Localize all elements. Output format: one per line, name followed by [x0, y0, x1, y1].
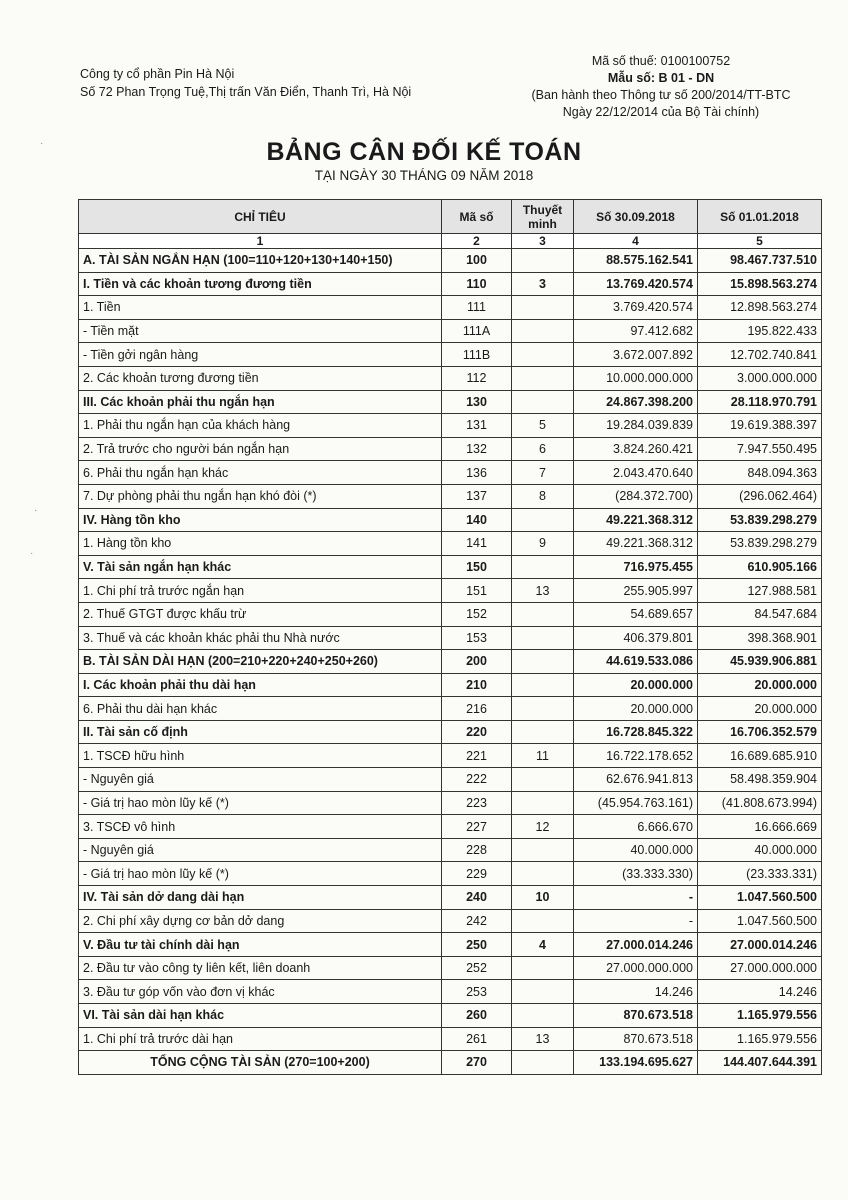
row-note: 5: [512, 414, 574, 438]
table-row: [79, 673, 822, 697]
row-value-opening: 127.988.581: [698, 579, 822, 603]
form-code: Mẫu số: B 01 - DN: [607, 71, 715, 85]
col-header-opening: Số 01.01.2018: [698, 200, 822, 234]
row-value-opening: 19.619.388.397: [698, 414, 822, 438]
row-note: 6: [512, 437, 574, 461]
row-label: II. Tài sản cố định: [79, 720, 442, 744]
row-note: 10: [512, 886, 574, 910]
table-row: [79, 555, 822, 579]
table-row: [79, 390, 822, 414]
table-row: [79, 484, 822, 508]
row-code: 110: [442, 272, 512, 296]
row-value-current: 19.284.039.839: [574, 414, 698, 438]
row-value-current: 20.000.000: [574, 673, 698, 697]
row-value-current: 6.666.670: [574, 815, 698, 839]
row-note: 13: [512, 1027, 574, 1051]
row-value-current: 3.769.420.574: [574, 296, 698, 320]
table-row: [79, 602, 822, 626]
row-value-current: 13.769.420.574: [574, 272, 698, 296]
row-label: 1. Tiền: [79, 296, 442, 320]
row-label: 3. TSCĐ vô hình: [79, 815, 442, 839]
row-label: 6. Phải thu dài hạn khác: [79, 697, 442, 721]
row-label: - Tiền gởi ngân hàng: [79, 343, 442, 367]
row-note: [512, 296, 574, 320]
form-note-2: Ngày 22/12/2014 của Bộ Tài chính): [562, 105, 760, 119]
table-row: [79, 626, 822, 650]
row-value-current: 49.221.368.312: [574, 508, 698, 532]
row-note: [512, 390, 574, 414]
table-row: [79, 579, 822, 603]
row-note: [512, 909, 574, 933]
row-note: 8: [512, 484, 574, 508]
row-label: 7. Dự phòng phải thu ngắn hạn khó đòi (*): [79, 484, 442, 508]
row-value-opening: 7.947.550.495: [698, 437, 822, 461]
row-value-opening: 53.839.298.279: [698, 532, 822, 556]
row-label: I. Tiền và các khoản tương đương tiền: [79, 272, 442, 296]
row-value-current: 10.000.000.000: [574, 366, 698, 390]
row-note: [512, 1051, 574, 1075]
row-value-current: 54.689.657: [574, 602, 698, 626]
row-code: 220: [442, 720, 512, 744]
row-value-current: 2.043.470.640: [574, 461, 698, 485]
row-label: 2. Chi phí xây dựng cơ bản dở dang: [79, 909, 442, 933]
row-label: 6. Phải thu ngắn hạn khác: [79, 461, 442, 485]
row-value-current: 14.246: [574, 980, 698, 1004]
row-value-current: (284.372.700): [574, 484, 698, 508]
col-number: 4: [574, 234, 698, 249]
table-row: [79, 414, 822, 438]
col-header-current: Số 30.09.2018: [574, 200, 698, 234]
page-title: BẢNG CÂN ĐỐI KẾ TOÁN: [266, 138, 582, 166]
row-value-current: 24.867.398.200: [574, 390, 698, 414]
row-code: 252: [442, 956, 512, 980]
row-value-opening: 1.047.560.500: [698, 909, 822, 933]
row-label: I. Các khoản phải thu dài hạn: [79, 673, 442, 697]
row-value-opening: 848.094.363: [698, 461, 822, 485]
row-value-opening: 28.118.970.791: [698, 390, 822, 414]
row-label: 2. Các khoản tương đương tiền: [79, 366, 442, 390]
row-note: [512, 249, 574, 273]
row-value-current: 133.194.695.627: [574, 1051, 698, 1075]
row-value-current: 16.728.845.322: [574, 720, 698, 744]
row-value-opening: 1.165.979.556: [698, 1004, 822, 1028]
company-name: Công ty cổ phần Pin Hà Nội: [80, 67, 235, 81]
row-note: 4: [512, 933, 574, 957]
table-row: [79, 532, 822, 556]
row-note: [512, 720, 574, 744]
row-note: [512, 319, 574, 343]
row-code: 242: [442, 909, 512, 933]
table-row: [79, 272, 822, 296]
row-value-current: 62.676.941.813: [574, 768, 698, 792]
row-code: 130: [442, 390, 512, 414]
row-value-current: 44.619.533.086: [574, 650, 698, 674]
table-row: [79, 768, 822, 792]
row-note: 9: [512, 532, 574, 556]
row-code: 221: [442, 744, 512, 768]
row-label: 2. Đầu tư vào công ty liên kết, liên doanh: [79, 956, 442, 980]
row-note: 7: [512, 461, 574, 485]
col-header-note: Thuyết minh: [512, 200, 574, 234]
row-label: TỔNG CỘNG TÀI SẢN (270=100+200): [79, 1051, 442, 1075]
row-value-current: 49.221.368.312: [574, 532, 698, 556]
row-label: 2. Trả trước cho người bán ngắn hạn: [79, 437, 442, 461]
row-value-opening: 16.689.685.910: [698, 744, 822, 768]
row-value-current: -: [574, 909, 698, 933]
row-note: [512, 791, 574, 815]
row-value-current: 27.000.014.246: [574, 933, 698, 957]
row-code: 210: [442, 673, 512, 697]
row-value-current: 3.824.260.421: [574, 437, 698, 461]
row-value-current: 406.379.801: [574, 626, 698, 650]
table-row: [79, 909, 822, 933]
row-label: V. Tài sản ngắn hạn khác: [79, 555, 442, 579]
row-note: [512, 980, 574, 1004]
row-note: [512, 768, 574, 792]
row-code: 223: [442, 791, 512, 815]
row-value-opening: 12.702.740.841: [698, 343, 822, 367]
row-value-current: 27.000.000.000: [574, 956, 698, 980]
row-code: 140: [442, 508, 512, 532]
row-code: 111A: [442, 319, 512, 343]
row-value-current: -: [574, 886, 698, 910]
row-value-opening: 398.368.901: [698, 626, 822, 650]
tax-code: Mã số thuế: 0100100752: [591, 54, 731, 68]
table-body: [79, 249, 822, 1075]
row-value-opening: 84.547.684: [698, 602, 822, 626]
col-header-indicator: CHỈ TIÊU: [79, 200, 442, 234]
col-number: 3: [512, 234, 574, 249]
form-note-1: (Ban hành theo Thông tư số 200/2014/TT-BTC: [531, 88, 791, 102]
row-label: B. TÀI SẢN DÀI HẠN (200=210+220+240+250+260): [79, 650, 442, 674]
scan-speck: ·: [34, 505, 38, 516]
row-value-opening: 12.898.563.274: [698, 296, 822, 320]
row-note: [512, 956, 574, 980]
table-row: [79, 838, 822, 862]
row-note: [512, 626, 574, 650]
row-value-opening: 144.407.644.391: [698, 1051, 822, 1075]
row-value-current: (45.954.763.161): [574, 791, 698, 815]
row-code: 261: [442, 1027, 512, 1051]
row-label: A. TÀI SẢN NGẮN HẠN (100=110+120+130+140+150): [79, 249, 442, 273]
table-row: [79, 343, 822, 367]
row-note: 3: [512, 272, 574, 296]
row-label: IV. Tài sản dở dang dài hạn: [79, 886, 442, 910]
row-value-opening: 16.706.352.579: [698, 720, 822, 744]
row-value-current: 97.412.682: [574, 319, 698, 343]
row-code: 228: [442, 838, 512, 862]
row-label: III. Các khoản phải thu ngắn hạn: [79, 390, 442, 414]
col-number: 5: [698, 234, 822, 249]
row-value-current: 870.673.518: [574, 1004, 698, 1028]
row-label: - Nguyên giá: [79, 838, 442, 862]
form-code-block: [516, 53, 806, 121]
row-label: 1. Chi phí trả trước ngắn hạn: [79, 579, 442, 603]
row-note: [512, 555, 574, 579]
row-note: [512, 1004, 574, 1028]
row-note: [512, 862, 574, 886]
table-row: [79, 862, 822, 886]
row-code: 131: [442, 414, 512, 438]
row-code: 111: [442, 296, 512, 320]
row-code: 260: [442, 1004, 512, 1028]
row-value-opening: 53.839.298.279: [698, 508, 822, 532]
row-code: 216: [442, 697, 512, 721]
row-note: 13: [512, 579, 574, 603]
row-value-opening: 1.047.560.500: [698, 886, 822, 910]
page-subtitle: TẠI NGÀY 30 THÁNG 09 NĂM 2018: [314, 168, 534, 183]
row-code: 229: [442, 862, 512, 886]
row-note: [512, 508, 574, 532]
row-label: - Nguyên giá: [79, 768, 442, 792]
table-row: [79, 720, 822, 744]
row-value-opening: (41.808.673.994): [698, 791, 822, 815]
row-label: - Giá trị hao mòn lũy kế (*): [79, 791, 442, 815]
row-value-opening: 27.000.000.000: [698, 956, 822, 980]
row-value-current: 88.575.162.541: [574, 249, 698, 273]
row-label: 1. Phải thu ngắn hạn của khách hàng: [79, 414, 442, 438]
row-note: [512, 602, 574, 626]
row-code: 132: [442, 437, 512, 461]
table-row: [79, 1004, 822, 1028]
scan-speck: ·: [40, 138, 44, 149]
table-row: [79, 508, 822, 532]
row-code: 253: [442, 980, 512, 1004]
table-row: [79, 956, 822, 980]
row-value-current: 716.975.455: [574, 555, 698, 579]
row-value-opening: 45.939.906.881: [698, 650, 822, 674]
row-label: 1. TSCĐ hữu hình: [79, 744, 442, 768]
row-value-opening: 98.467.737.510: [698, 249, 822, 273]
table-row: [79, 249, 822, 273]
row-value-opening: 16.666.669: [698, 815, 822, 839]
row-note: 11: [512, 744, 574, 768]
row-value-opening: 27.000.014.246: [698, 933, 822, 957]
row-code: 250: [442, 933, 512, 957]
row-code: 240: [442, 886, 512, 910]
scan-speck: ·: [30, 548, 34, 559]
row-value-current: 870.673.518: [574, 1027, 698, 1051]
row-note: 12: [512, 815, 574, 839]
row-value-opening: 58.498.359.904: [698, 768, 822, 792]
row-value-current: 20.000.000: [574, 697, 698, 721]
table-row: [79, 886, 822, 910]
row-code: 270: [442, 1051, 512, 1075]
table-row: [79, 319, 822, 343]
table-row: [79, 296, 822, 320]
row-label: 3. Đầu tư góp vốn vào đơn vị khác: [79, 980, 442, 1004]
row-value-current: 40.000.000: [574, 838, 698, 862]
row-value-current: 255.905.997: [574, 579, 698, 603]
table-row: [79, 933, 822, 957]
row-label: IV. Hàng tồn kho: [79, 508, 442, 532]
row-label: - Tiền mặt: [79, 319, 442, 343]
row-note: [512, 697, 574, 721]
row-note: [512, 673, 574, 697]
table-row: [79, 791, 822, 815]
row-code: 112: [442, 366, 512, 390]
row-code: 141: [442, 532, 512, 556]
row-code: 222: [442, 768, 512, 792]
company-address: Số 72 Phan Trọng Tuệ,Thị trấn Văn Điển, Thanh Trì, Hà Nội: [80, 85, 412, 99]
table-row: [79, 437, 822, 461]
table-row: [79, 461, 822, 485]
row-code: 227: [442, 815, 512, 839]
table-row: [79, 650, 822, 674]
row-note: [512, 343, 574, 367]
col-number: 1: [79, 234, 442, 249]
table-row: [79, 980, 822, 1004]
row-label: 3. Thuế và các khoản khác phải thu Nhà nước: [79, 626, 442, 650]
row-label: 1. Hàng tồn kho: [79, 532, 442, 556]
row-label: - Giá trị hao mòn lũy kế (*): [79, 862, 442, 886]
balance-sheet-table: [78, 199, 822, 1075]
table-row: [79, 697, 822, 721]
row-note: [512, 366, 574, 390]
company-info: [80, 65, 411, 101]
row-code: 150: [442, 555, 512, 579]
col-header-code: Mã số: [442, 200, 512, 234]
table-row: [79, 815, 822, 839]
row-code: 136: [442, 461, 512, 485]
row-label: VI. Tài sản dài hạn khác: [79, 1004, 442, 1028]
row-code: 137: [442, 484, 512, 508]
row-value-opening: 14.246: [698, 980, 822, 1004]
row-note: [512, 838, 574, 862]
row-value-opening: 20.000.000: [698, 673, 822, 697]
row-code: 200: [442, 650, 512, 674]
row-label: 1. Chi phí trả trước dài hạn: [79, 1027, 442, 1051]
row-code: 152: [442, 602, 512, 626]
table-row: [79, 366, 822, 390]
row-code: 153: [442, 626, 512, 650]
row-value-current: 3.672.007.892: [574, 343, 698, 367]
table-row: [79, 1027, 822, 1051]
row-code: 151: [442, 579, 512, 603]
row-value-opening: (296.062.464): [698, 484, 822, 508]
row-value-current: (33.333.330): [574, 862, 698, 886]
row-value-opening: 15.898.563.274: [698, 272, 822, 296]
row-value-opening: 3.000.000.000: [698, 366, 822, 390]
row-value-opening: (23.333.331): [698, 862, 822, 886]
table-row: [79, 1051, 822, 1075]
row-label: V. Đầu tư tài chính dài hạn: [79, 933, 442, 957]
row-code: 100: [442, 249, 512, 273]
row-code: 111B: [442, 343, 512, 367]
row-value-opening: 20.000.000: [698, 697, 822, 721]
row-label: 2. Thuế GTGT được khấu trừ: [79, 602, 442, 626]
col-number: 2: [442, 234, 512, 249]
row-value-current: 16.722.178.652: [574, 744, 698, 768]
row-note: [512, 650, 574, 674]
row-value-opening: 1.165.979.556: [698, 1027, 822, 1051]
row-value-opening: 195.822.433: [698, 319, 822, 343]
table-row: [79, 744, 822, 768]
row-value-opening: 40.000.000: [698, 838, 822, 862]
row-value-opening: 610.905.166: [698, 555, 822, 579]
